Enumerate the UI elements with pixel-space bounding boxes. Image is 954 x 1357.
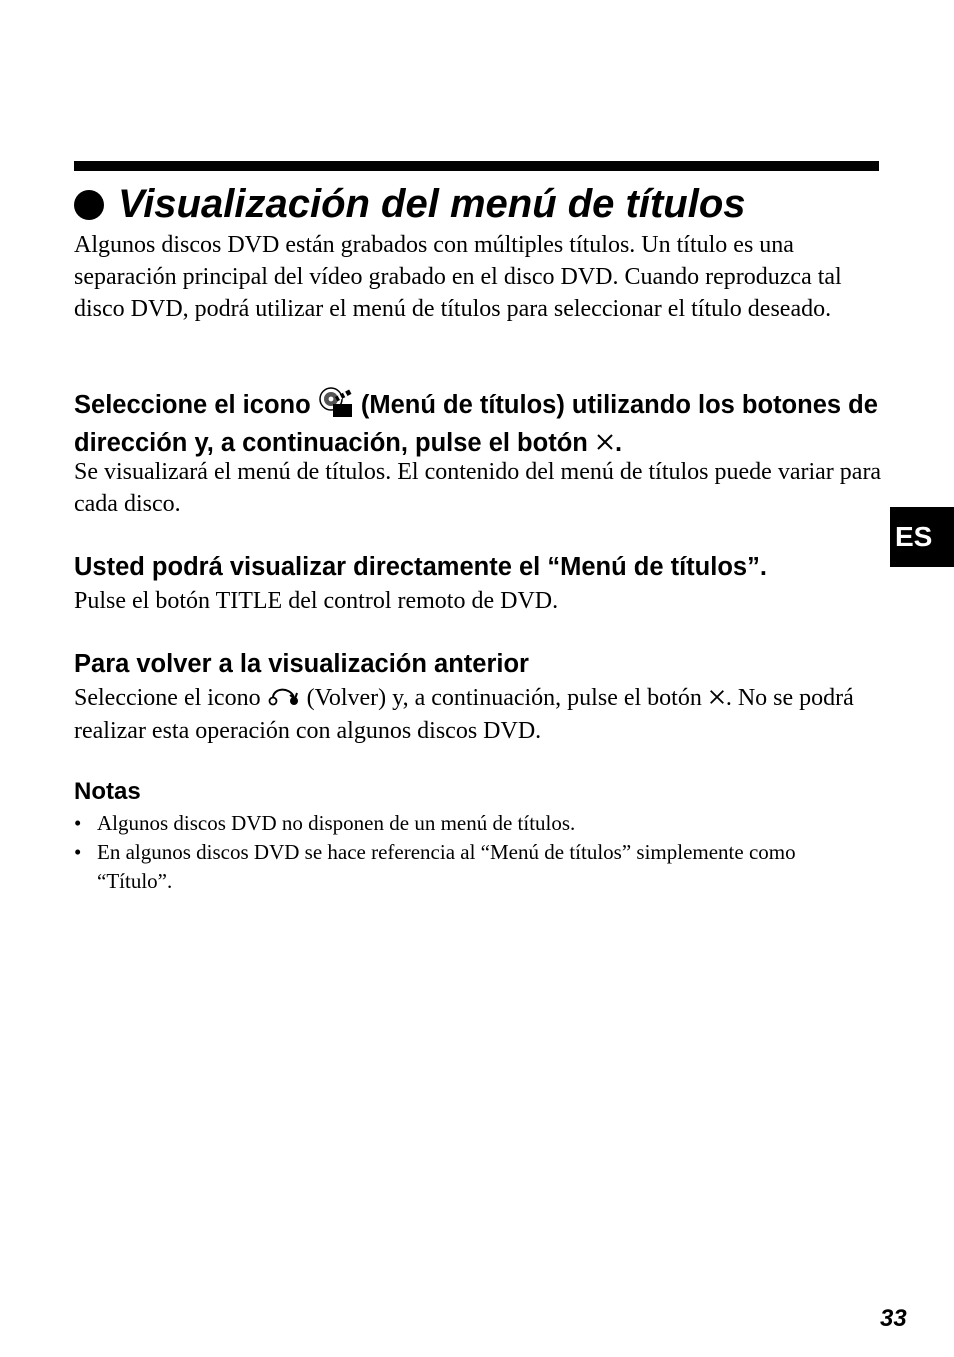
step1-body: Se visualizará el menú de títulos. El contenido del menú de títulos puede variar para cada disco. — [74, 459, 882, 517]
step1-heading: Seleccione el icono (Menú de títulos) utilizando los botones de dirección y, a continuación, pulse el botón . — [74, 387, 882, 461]
list-item: • Algunos discos DVD no disponen de un menú de títulos. — [74, 809, 864, 838]
back-heading: Para volver a la visualización anterior — [74, 650, 529, 678]
direct-heading: Usted podrá visualizar directamente el “Menú de títulos”. — [74, 553, 767, 581]
page-title: Visualización del menú de títulos — [74, 180, 746, 228]
return-icon — [267, 683, 301, 715]
bullet-icon: • — [74, 840, 82, 864]
bullet-icon: • — [74, 811, 82, 835]
notes-heading: Notas — [74, 778, 141, 805]
page-number: 33 — [880, 1305, 907, 1332]
cross-button-icon — [708, 683, 726, 715]
language-tab: ES — [890, 507, 954, 567]
title-menu-icon — [318, 387, 354, 426]
direct-body: Pulse el botón TITLE del control remoto de DVD. — [74, 588, 559, 614]
intro-paragraph: Algunos discos DVD están grabados con múltiples títulos. Un título es una separación principal del vídeo grabado en el disco DVD. Cuando reproduzca tal disco DVD, podrá utilizar el menú de títulos para seleccionar el título deseado. — [74, 232, 842, 322]
list-item: • En algunos discos DVD se hace referencia al “Menú de títulos” simplemente como “Título”. — [74, 840, 796, 893]
notes-list — [74, 809, 864, 896]
title-bullet-icon — [74, 190, 104, 220]
back-body: Seleccione el icono (Volver) y, a continuación, pulse el botón . No se podrá realizar esta operación con algunos discos DVD. — [74, 685, 854, 745]
top-rule — [74, 161, 879, 171]
